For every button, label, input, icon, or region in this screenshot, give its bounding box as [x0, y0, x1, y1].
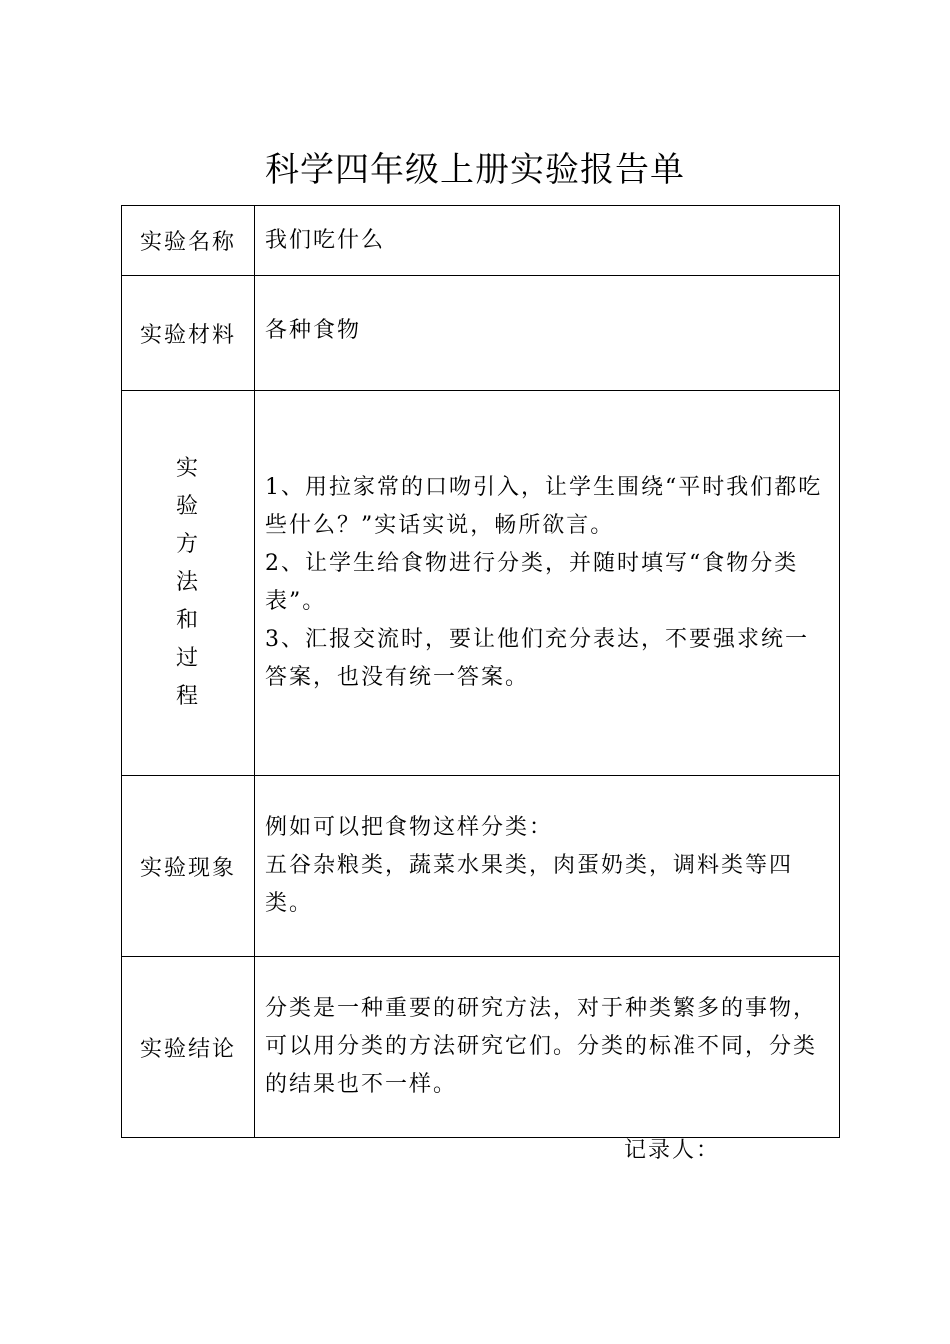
value-experiment-name: 我们吃什么 — [255, 206, 840, 276]
label-char: 过 — [175, 646, 200, 671]
value-experiment-phenomenon — [255, 776, 840, 957]
label-experiment-conclusion: 实验结论 — [122, 957, 255, 1138]
recorder-label: 记录人： — [624, 1138, 721, 1163]
conclusion-paragraph: 分类是一种重要的研究方法，对于种类繁多的事物，可以用分类的方法研究它们。分类的标准不同，分类的结果也不一样。 — [265, 996, 818, 1097]
row-experiment-name — [122, 206, 840, 276]
row-experiment-method — [122, 391, 840, 776]
report-table — [121, 205, 840, 1138]
label-experiment-name: 实验名称 — [122, 206, 255, 276]
method-paragraph: 3、汇报交流时，要让他们充分表达，不要强求统一答案，也没有统一答案。 — [265, 627, 809, 690]
label-experiment-materials: 实验材料 — [122, 276, 255, 391]
label-experiment-phenomenon: 实验现象 — [122, 776, 255, 957]
phenomenon-paragraph: 五谷杂粮类，蔬菜水果类，肉蛋奶类，调料类等四类。 — [265, 853, 794, 916]
row-experiment-conclusion — [122, 957, 840, 1138]
value-experiment-conclusion — [255, 957, 840, 1138]
label-char: 方 — [175, 532, 200, 557]
method-paragraph: 2、让学生给食物进行分类，并随时填写“食物分类表”。 — [265, 551, 799, 614]
method-paragraph: 1、用拉家常的口吻引入，让学生围绕“平时我们都吃些什么？”实话实说，畅所欲言。 — [265, 475, 823, 538]
label-char: 程 — [175, 684, 200, 709]
label-char: 和 — [175, 608, 200, 633]
row-experiment-phenomenon — [122, 776, 840, 957]
label-char: 实 — [175, 456, 200, 481]
value-experiment-materials: 各种食物 — [255, 276, 840, 391]
label-experiment-method — [122, 391, 255, 776]
label-char: 法 — [175, 570, 200, 595]
label-char: 验 — [175, 494, 200, 519]
phenomenon-paragraph: 例如可以把食物这样分类： — [265, 815, 554, 840]
row-experiment-materials — [122, 276, 840, 391]
page-title: 科学四年级上册实验报告单 — [265, 150, 685, 190]
value-experiment-method — [255, 391, 840, 776]
